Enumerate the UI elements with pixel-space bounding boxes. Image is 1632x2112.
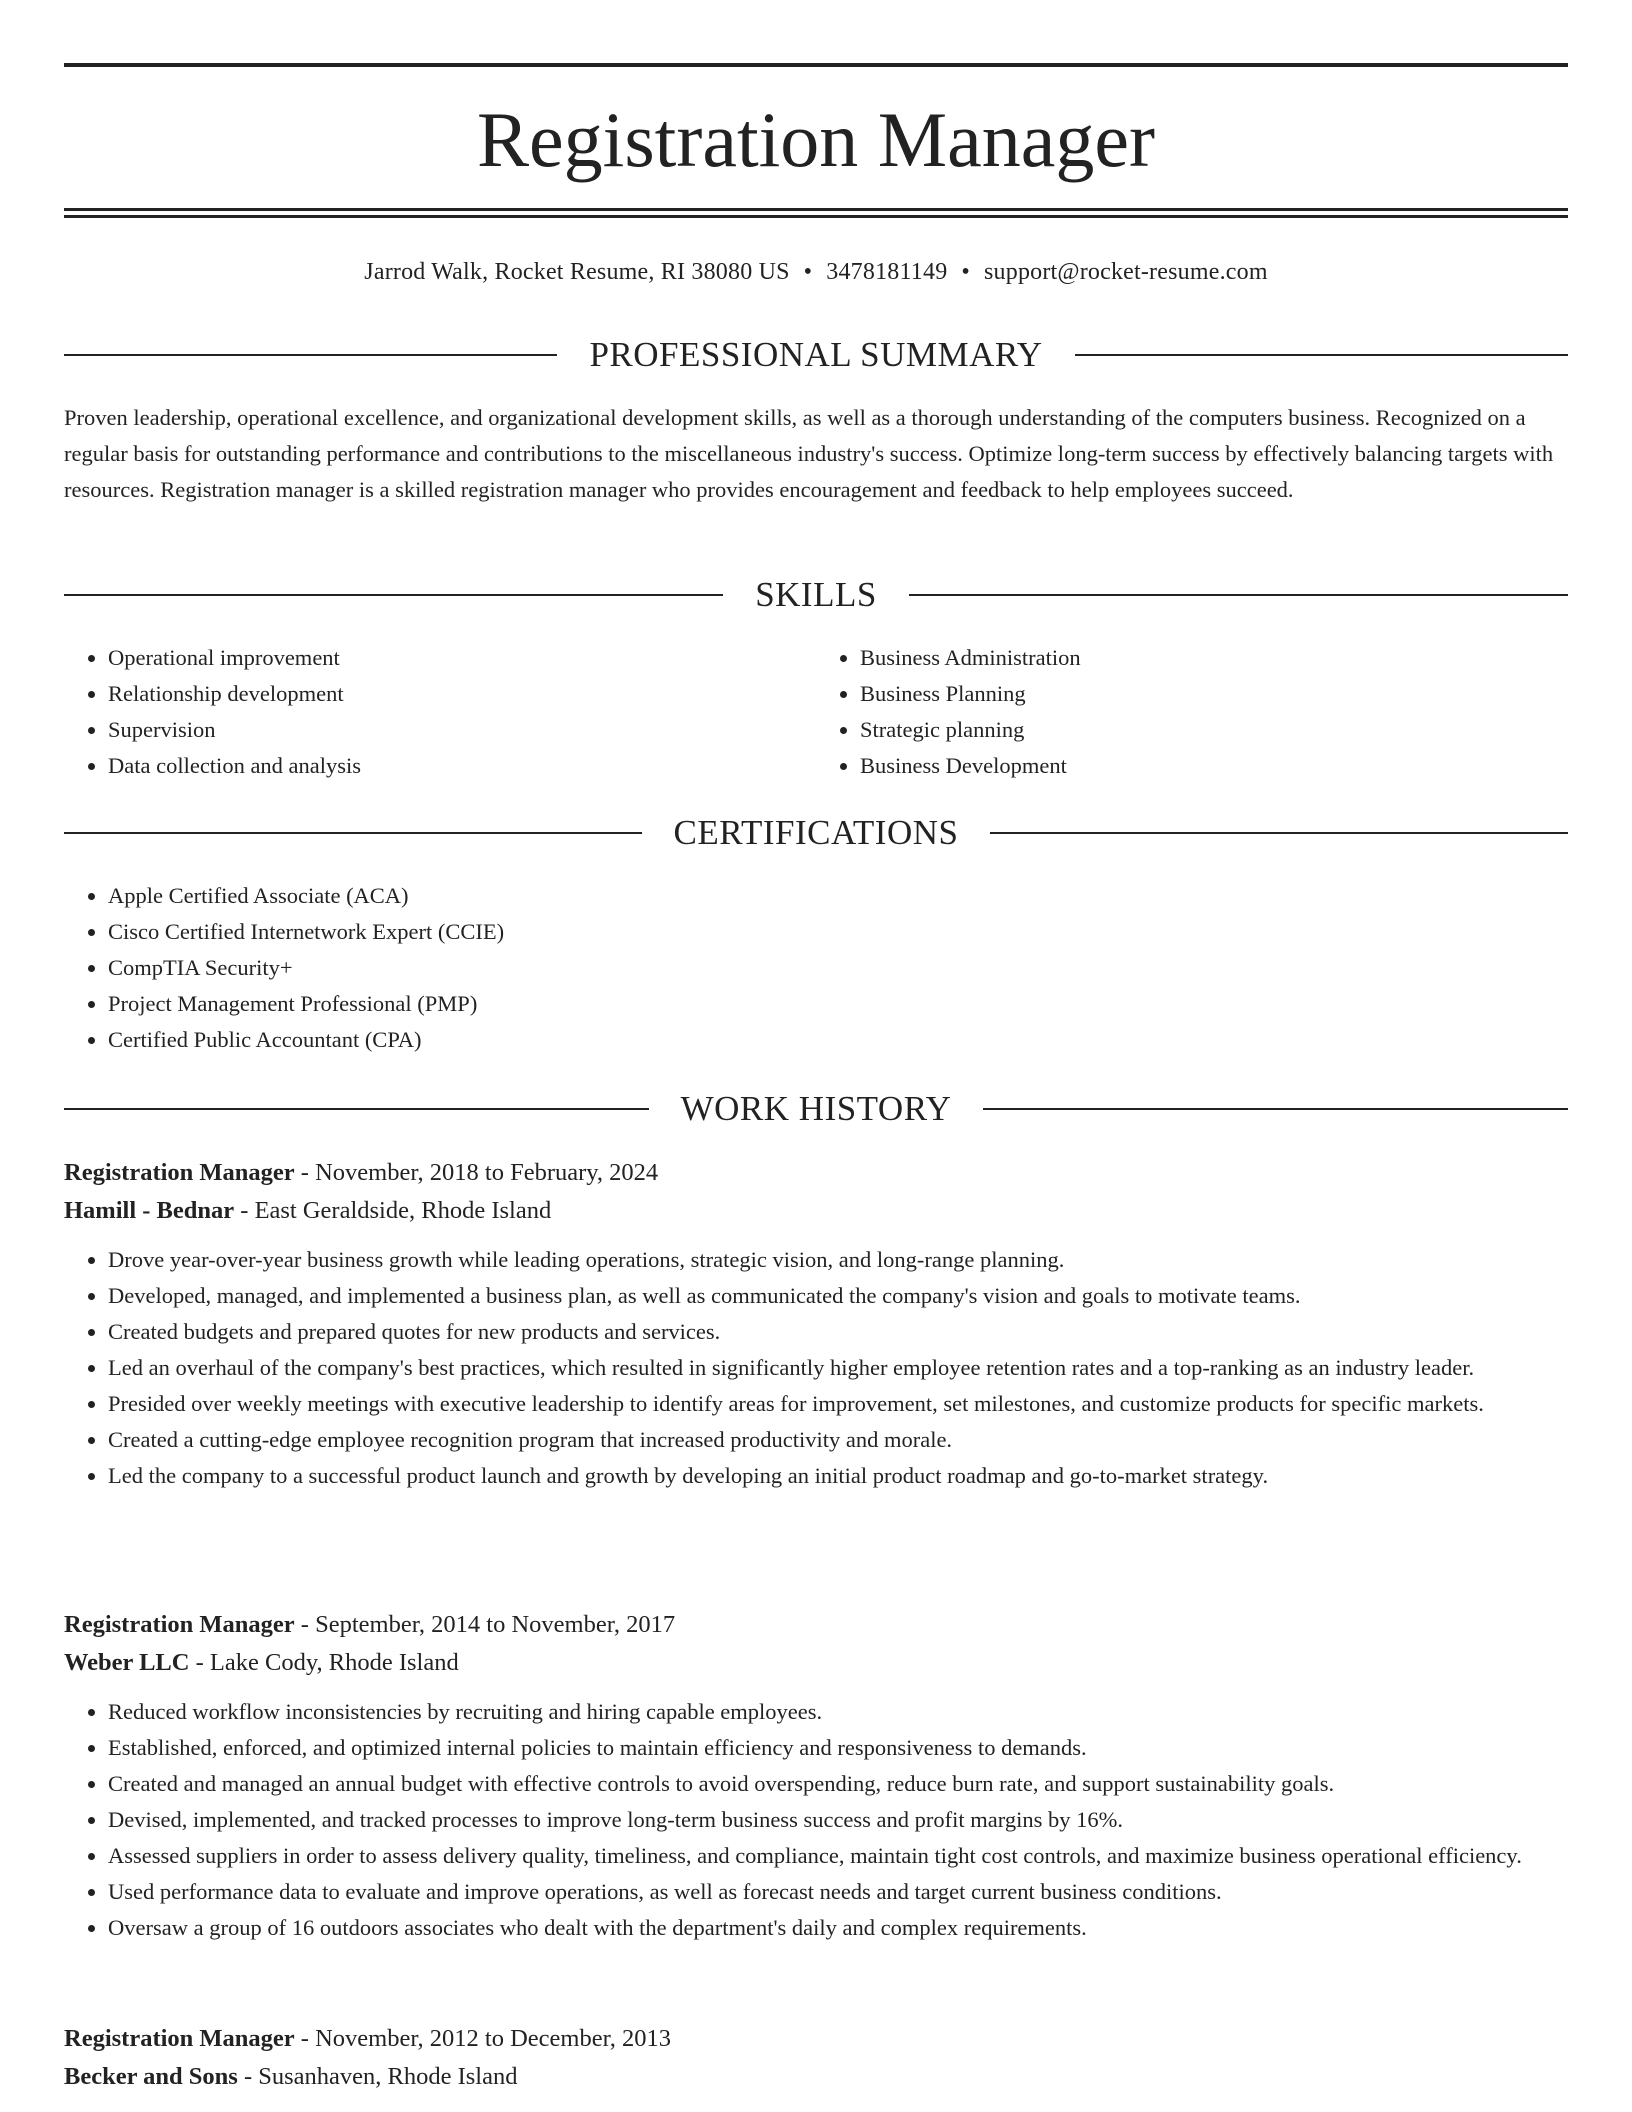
job-bullet: • Devised, implemented, and tracked processes to improve long-term business success and profit margins by 16%. <box>108 1802 1568 1838</box>
certification-item: • CompTIA Security+ <box>108 950 1568 986</box>
top-rule <box>64 63 1568 67</box>
certifications-list <box>64 878 1568 1058</box>
job-title: Registration Manager <box>64 2025 295 2052</box>
heading-rule <box>1075 354 1568 356</box>
job-company-line: Becker and Sons - Susanhaven, Rhode Island <box>64 2063 518 2090</box>
job-dates: September, 2014 to November, 2017 <box>315 1611 676 1638</box>
contact-email: support@rocket-resume.com <box>984 259 1268 285</box>
skill-item: • Strategic planning <box>860 712 1568 748</box>
job-bullet: • Created a cutting-edge employee recognition program that increased productivity and morale. <box>108 1422 1568 1458</box>
job-bullet: • Assessed suppliers in order to assess delivery quality, timeliness, and compliance, maintain tight cost controls, and maximize business operational efficiency. <box>108 1838 1568 1874</box>
job-entry <box>64 1154 1568 1494</box>
skills-list <box>64 640 1568 784</box>
heading-rule <box>64 1108 649 1110</box>
skills-column-right <box>816 640 1568 784</box>
job-location: Susanhaven, Rhode Island <box>258 2063 518 2090</box>
certification-item: • Project Management Professional (PMP) <box>108 986 1568 1022</box>
heading-rule <box>990 832 1568 834</box>
job-dates: November, 2012 to December, 2013 <box>315 2025 672 2052</box>
job-location: East Geraldside, Rhode Island <box>254 1197 552 1224</box>
job-bullet: • Led the company to a successful product launch and growth by developing an initial product roadmap and go-to-market strategy. <box>108 1458 1568 1494</box>
section-heading-label: SKILLS <box>755 575 877 614</box>
contact-phone: 3478181149 <box>826 259 948 285</box>
summary-text: Proven leadership, operational excellence, and organizational development skills, as well as a thorough understanding of the computers business. Recognized on a regular basis for outstanding performance and contributions to the miscellaneous industry's success. Optimize long-term success by effectively balancing targets with resources. Registration manager is a skilled registration manager who provides encouragement and feedback to help employees succeed. <box>64 405 1554 502</box>
certification-item: • Certified Public Accountant (CPA) <box>108 1022 1568 1058</box>
job-title-line: Registration Manager - November, 2012 to December, 2013 <box>64 2025 672 2052</box>
resume-title: Registration Manager <box>477 96 1155 183</box>
skill-item: • Relationship development <box>108 676 816 712</box>
section-heading-certifications <box>64 811 1568 855</box>
job-bullet: • Created and managed an annual budget with effective controls to avoid overspending, reduce burn rate, and support sustainability goals. <box>108 1766 1568 1802</box>
job-bullet: • Reduced workflow inconsistencies by recruiting and hiring capable employees. <box>108 1694 1568 1730</box>
certification-item: • Cisco Certified Internetwork Expert (CCIE) <box>108 914 1568 950</box>
heading-rule <box>909 594 1568 596</box>
job-entry <box>64 1606 1568 1946</box>
job-bullet: • Established, enforced, and optimized internal policies to maintain efficiency and responsiveness to demands. <box>108 1730 1568 1766</box>
job-bullets <box>64 1694 1568 1946</box>
job-company: Becker and Sons <box>64 2063 238 2090</box>
job-title: Registration Manager <box>64 1159 295 1186</box>
job-location: Lake Cody, Rhode Island <box>209 1649 459 1676</box>
job-bullet: • Led an overhaul of the company's best practices, which resulted in significantly higher employee retention rates and a top-ranking as an industry leader. <box>108 1350 1568 1386</box>
job-title-line: Registration Manager - September, 2014 to November, 2017 <box>64 1611 676 1638</box>
contact-separator: • <box>961 259 970 285</box>
skill-item: • Business Planning <box>860 676 1568 712</box>
title-double-rule <box>64 208 1568 218</box>
job-bullet: • Presided over weekly meetings with executive leadership to identify areas for improvement, set milestones, and customize products for specific markets. <box>108 1386 1568 1422</box>
job-company-line: Hamill - Bednar - East Geraldside, Rhode Island <box>64 1197 552 1224</box>
section-heading-label: CERTIFICATIONS <box>673 813 959 852</box>
contact-separator: • <box>803 259 813 285</box>
job-company-line: Weber LLC - Lake Cody, Rhode Island <box>64 1649 459 1676</box>
heading-rule <box>64 354 557 356</box>
job-dates: November, 2018 to February, 2024 <box>315 1159 659 1186</box>
job-bullet: • Created budgets and prepared quotes for new products and services. <box>108 1314 1568 1350</box>
job-entry <box>64 2020 1568 2096</box>
skill-item: • Business Development <box>860 748 1568 784</box>
section-heading-skills <box>64 573 1568 617</box>
heading-rule <box>64 594 723 596</box>
section-heading-label: WORK HISTORY <box>680 1089 952 1128</box>
skill-item: • Business Administration <box>860 640 1568 676</box>
skill-item: • Supervision <box>108 712 816 748</box>
job-title: Registration Manager <box>64 1611 295 1638</box>
job-bullet: • Oversaw a group of 16 outdoors associates who dealt with the department's daily and complex requirements. <box>108 1910 1568 1946</box>
heading-rule <box>64 832 642 834</box>
job-bullet: • Drove year-over-year business growth while leading operations, strategic vision, and long-range planning. <box>108 1242 1568 1278</box>
job-company: Weber LLC <box>64 1649 190 1676</box>
section-heading-label: PROFESSIONAL SUMMARY <box>589 335 1043 374</box>
heading-rule <box>983 1108 1568 1110</box>
skill-item: • Operational improvement <box>108 640 816 676</box>
job-company: Hamill - Bednar <box>64 1197 235 1224</box>
job-title-line: Registration Manager - November, 2018 to February, 2024 <box>64 1159 659 1186</box>
contact-address: Jarrod Walk, Rocket Resume, RI 38080 US <box>364 259 790 285</box>
contact-line <box>64 254 1568 290</box>
section-heading-summary <box>64 333 1568 377</box>
job-bullet: • Developed, managed, and implemented a business plan, as well as communicated the company's vision and goals to motivate teams. <box>108 1278 1568 1314</box>
skill-item: • Data collection and analysis <box>108 748 816 784</box>
job-bullets <box>64 1242 1568 1494</box>
certification-item: • Apple Certified Associate (ACA) <box>108 878 1568 914</box>
skills-column-left <box>64 640 816 784</box>
section-heading-work-history <box>64 1087 1568 1131</box>
job-bullet: • Used performance data to evaluate and improve operations, as well as forecast needs and target current business conditions. <box>108 1874 1568 1910</box>
